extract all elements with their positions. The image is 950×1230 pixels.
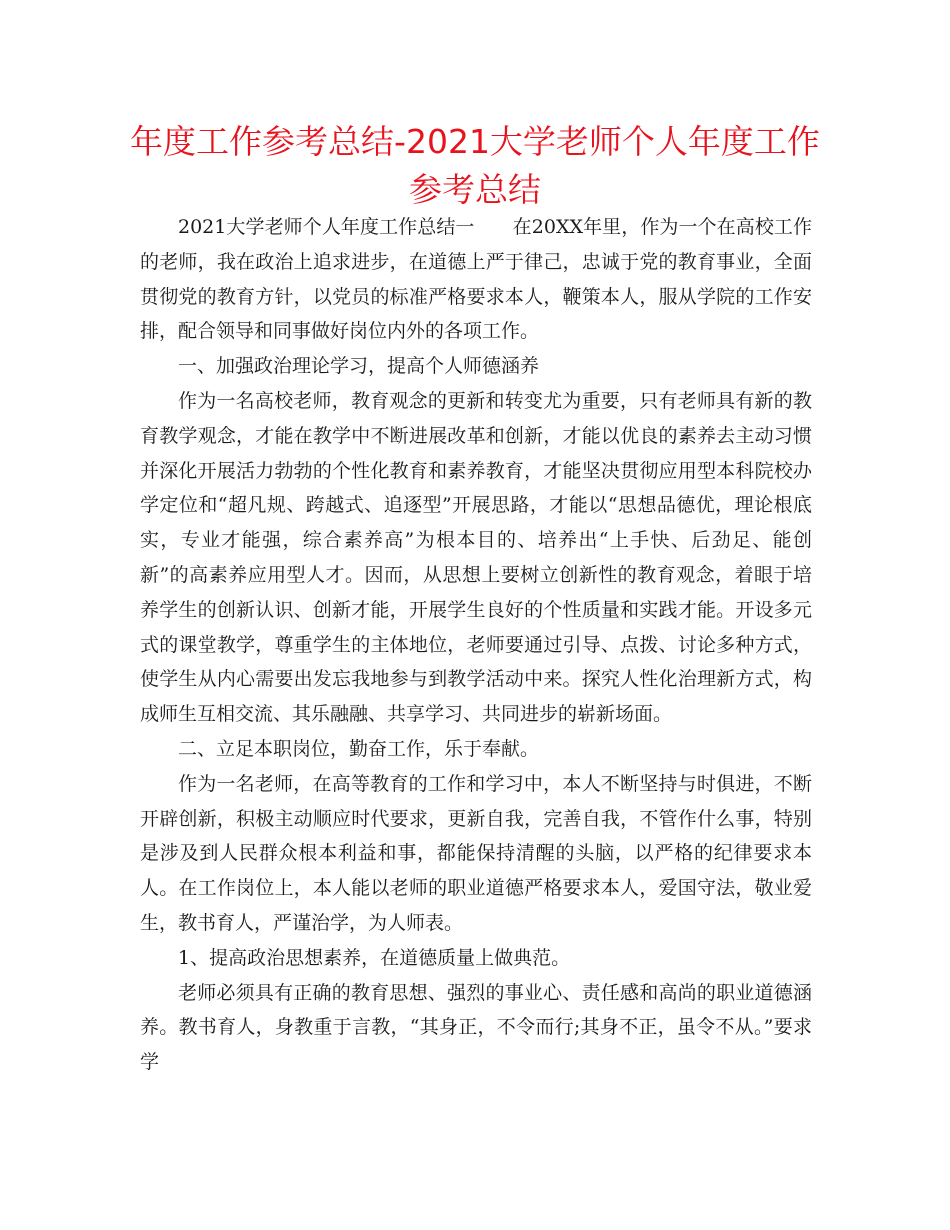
section-heading-2: 二、立足本职岗位，勤奋工作，乐于奉献。 [178, 737, 540, 760]
document-body [140, 210, 812, 1080]
subsection-heading-1: 1、提高政治思想素养，在道德质量上做典范。 [178, 946, 571, 969]
paragraph-subsection-1: 老师必须具有正确的教育思想、强烈的事业心、责任感和高尚的职业道德涵养。教书育人，身教重于言教，“其身正，不令而行;其身不正，虽令不从。”要求学 [140, 981, 812, 1074]
paragraph-intro: 2021大学老师个人年度工作总结一 在20XX年里，作为一个在高校工作的老师，我在政治上追求进步，在道德上严于律己，忠诚于党的教育事业，全面贯彻党的教育方针，以党员的标准严格要求本人，鞭策本人，服从学院的工作安排，配合领导和同事做好岗位内外的各项工作。 [140, 216, 812, 343]
paragraph-section-2: 作为一名老师，在高等教育的工作和学习中，本人不断坚持与时俱进，不断开辟创新，积极主动顺应时代要求，更新自我，完善自我，不管作什么事，特别是涉及到人民群众根本利益和事，都能保持清醒的头脑，以严格的纪律要求本人。在工作岗位上，本人能以老师的职业道德严格要求本人，爱国守法，敬业爱生，教书育人，严谨治学，为人师表。 [140, 772, 812, 934]
document-title-line-1: 年度工作参考总结-2021大学老师个人年度工作 [130, 122, 820, 161]
section-heading-1: 一、加强政治理论学习，提高个人师德涵养 [178, 355, 540, 378]
paragraph-section-1: 作为一名高校老师，教育观念的更新和转变尤为重要，只有老师具有新的教育教学观念，才能在教学中不断进展改革和创新，才能以优良的素养去主动习惯并深化开展活力勃勃的个性化教育和素养教育，才能坚决贯彻应用型本科院校办学定位和“超凡规、跨越式、追逐型”开展思路，才能以“思想品德优，理论根底实，专业才能强，综合素养高”为根本目的、培养出“上手快、后劲足、能创新”的高素养应用型人才。因而，从思想上要树立创新性的教育观念，着眼于培养学生的创新认识、创新才能，开展学生良好的个性质量和实践才能。开设多元式的课堂教学，尊重学生的主体地位，老师要通过引导、点拨、讨论多种方式，使学生从内心需要出发忘我地参与到教学活动中来。探究人性化治理新方式，构成师生互相交流、其乐融融、共享学习、共同进步的崭新场面。 [140, 389, 812, 726]
document-title-line-2: 参考总结 [409, 170, 541, 209]
